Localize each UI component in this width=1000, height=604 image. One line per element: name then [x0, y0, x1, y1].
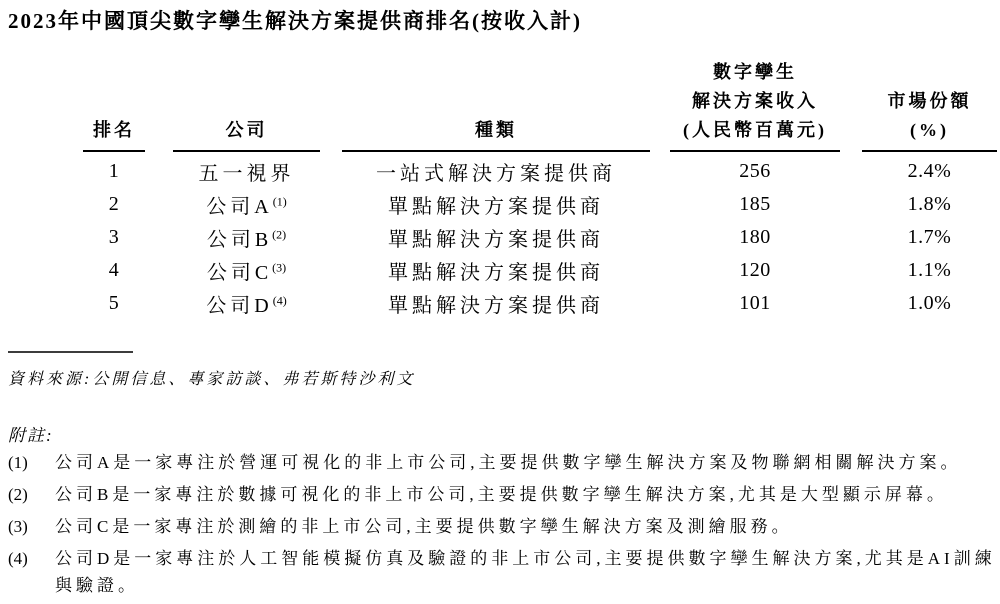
table-header-company — [173, 55, 320, 152]
note-text: 公司C是一家專注於測繪的非上市公司,主要提供數字孿生解決方案及測繪服務。 — [55, 517, 793, 536]
table-body — [83, 155, 997, 320]
type-cell: 單點解決方案提供商 — [388, 229, 604, 251]
type-cell: 單點解決方案提供商 — [388, 295, 604, 317]
revenue-cell: 101 — [739, 292, 771, 314]
note-item — [8, 513, 997, 540]
company-cell: 公司C$^{(3)}$ — [206, 260, 287, 284]
type-cell: 單點解決方案提供商 — [388, 196, 604, 218]
revenue-cell: 180 — [739, 226, 771, 248]
table-row — [83, 155, 997, 188]
note-item — [8, 449, 997, 476]
note-text: 公司B是一家專注於數據可視化的非上市公司,主要提供數字孿生解決方案,尤其是大型顯示屏幕。 — [55, 485, 948, 504]
note-number: (4) — [8, 549, 28, 568]
header-company-label: 公司 — [225, 120, 268, 140]
share-cell: 1.0% — [907, 292, 952, 314]
note-text: 公司D是一家專注於人工智能模擬仿真及驗證的非上市公司,主要提供數字孿生解決方案,尤其是AI訓練與驗證。 — [55, 549, 996, 595]
source-divider — [8, 351, 133, 353]
table-header-row — [83, 55, 997, 152]
table-row — [83, 221, 997, 254]
type-cell: 一站式解決方案提供商 — [376, 163, 616, 185]
notes-list — [8, 449, 997, 604]
revenue-cell: 185 — [739, 193, 771, 215]
header-share-line1: 市場份額 — [887, 91, 972, 111]
note-item — [8, 481, 997, 508]
table-header-market-share — [862, 55, 997, 152]
company-cell: 五一視界 — [198, 163, 295, 185]
table-header-revenue — [670, 55, 840, 152]
share-cell: 1.7% — [907, 226, 952, 248]
header-revenue-line3: (人民幣百萬元) — [683, 120, 827, 140]
footnote-ref: (2) — [272, 227, 287, 242]
share-cell: 1.1% — [907, 259, 952, 281]
share-cell: 2.4% — [907, 160, 952, 182]
note-number: (1) — [8, 453, 28, 472]
note-text: 公司A是一家專注於營運可視化的非上市公司,主要提供數字孿生解決方案及物聯網相關解決方案。 — [55, 453, 962, 472]
rank-cell: 2 — [108, 193, 120, 215]
rank-cell: 4 — [108, 259, 120, 281]
header-revenue-line1: 數字孿生 — [713, 62, 797, 82]
rank-cell: 1 — [108, 160, 120, 182]
rank-cell: 5 — [108, 292, 120, 314]
revenue-cell: 256 — [739, 160, 771, 182]
company-cell: 公司D$^{(4)}$ — [206, 293, 287, 317]
header-revenue-line2: 解決方案收入 — [692, 91, 818, 111]
rank-cell: 3 — [108, 226, 120, 248]
company-cell: 公司A$^{(1)}$ — [206, 194, 287, 218]
table-row — [83, 254, 997, 287]
table-row — [83, 287, 997, 320]
note-item — [8, 545, 997, 599]
table-header-rank — [83, 55, 145, 152]
table-row — [83, 188, 997, 221]
type-cell: 單點解決方案提供商 — [388, 262, 604, 284]
footnote-ref: (3) — [272, 260, 287, 275]
footnote-ref: (1) — [272, 194, 287, 209]
note-number: (2) — [8, 485, 28, 504]
header-rank-label: 排名 — [93, 120, 135, 140]
note-number: (3) — [8, 517, 28, 536]
revenue-cell: 120 — [739, 259, 771, 281]
company-cell: 公司B$^{(2)}$ — [206, 227, 287, 251]
header-type-label: 種類 — [475, 120, 517, 140]
share-cell: 1.8% — [907, 193, 952, 215]
source-note: 資料來源:公開信息、專家訪談、弗若斯特沙利文 — [8, 371, 416, 388]
notes-heading: 附註: — [8, 426, 54, 445]
page-title: 2023年中國頂尖數字孿生解決方案提供商排名(按收入計) — [8, 9, 582, 33]
footnote-ref: (4) — [272, 293, 287, 308]
table-header-type — [342, 55, 650, 152]
header-share-line2: (%) — [910, 120, 949, 140]
